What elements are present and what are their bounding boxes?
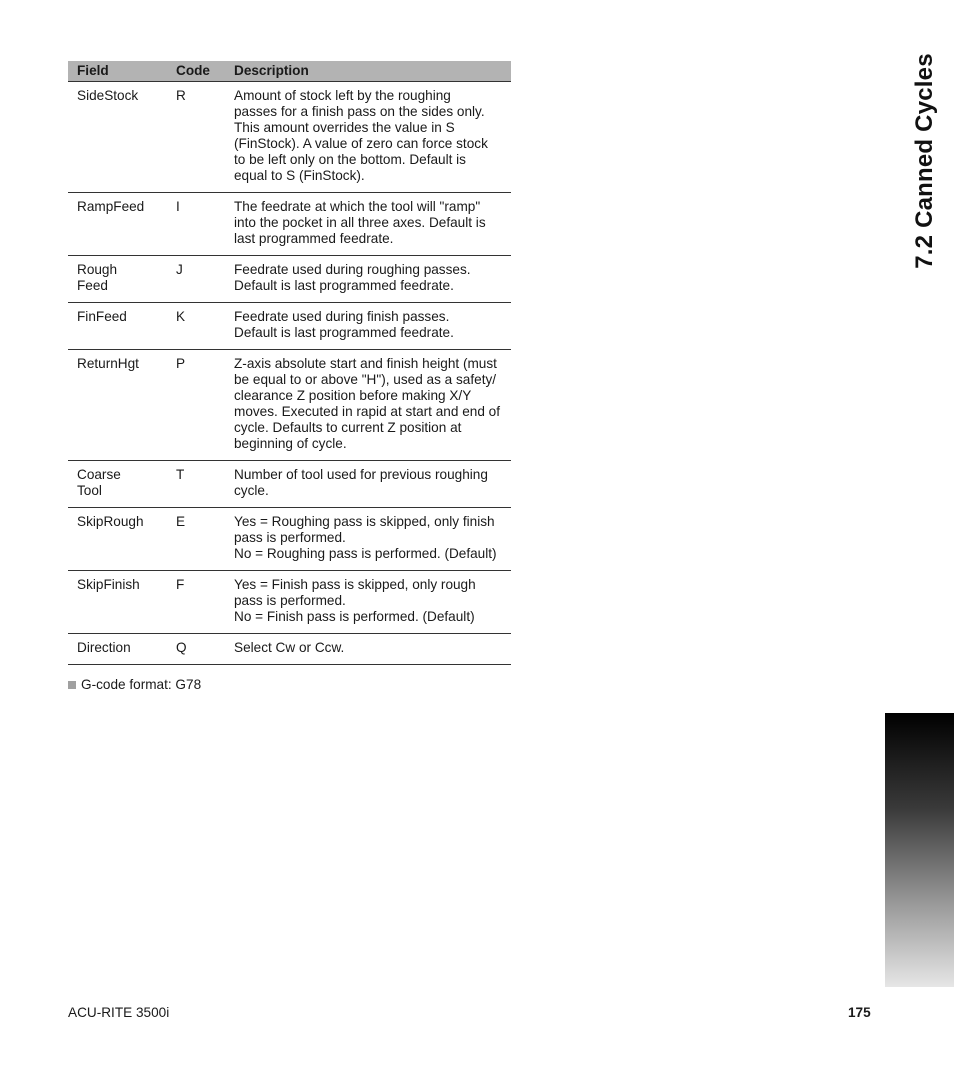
cell-description [225, 508, 511, 571]
description-line: equal to S (FinStock). [234, 168, 365, 183]
table-row [68, 350, 511, 461]
cell-field [68, 634, 167, 665]
field-line: Rough [77, 262, 118, 277]
cell-code: R [167, 82, 225, 193]
table-header [68, 61, 511, 82]
field-line: SkipFinish [77, 577, 140, 592]
table-row [68, 461, 511, 508]
description-line: clearance Z position before making X/Y [234, 388, 472, 403]
description-line: Feedrate used during finish passes. [234, 309, 450, 324]
description-line: The feedrate at which the tool will "ramp" [234, 199, 481, 214]
section-side-title [905, 48, 945, 273]
field-line: ReturnHgt [77, 356, 139, 371]
description-line: moves. Executed in rapid at start and end of [234, 404, 500, 419]
table-row [68, 508, 511, 571]
description-line: Yes = Roughing pass is skipped, only finish [234, 514, 495, 529]
description-line: No = Finish pass is performed. (Default) [234, 609, 475, 624]
table-row [68, 82, 511, 193]
cell-field [68, 256, 167, 303]
cell-description [225, 634, 511, 665]
cell-code: Q [167, 634, 225, 665]
note-text: G-code format: G78 [81, 677, 202, 692]
field-line: FinFeed [77, 309, 127, 324]
description-line: Z-axis absolute start and finish height (must [234, 356, 497, 371]
field-line: Feed [77, 278, 108, 293]
cell-description [225, 256, 511, 303]
description-line: into the pocket in all three axes. Default is [234, 215, 486, 230]
header-description: Description [225, 61, 511, 82]
description-line: No = Roughing pass is performed. (Default) [234, 546, 497, 561]
cell-field [68, 303, 167, 350]
description-line: to be left only on the bottom. Default is [234, 152, 466, 167]
description-line: (FinStock). A value of zero can force stock [234, 136, 488, 151]
description-line: passes for a finish pass on the sides only. [234, 104, 485, 119]
description-line: be equal to or above "H"), used as a safety/ [234, 372, 497, 387]
description-line: Number of tool used for previous roughing [234, 467, 488, 482]
table-row [68, 571, 511, 634]
description-line: Default is last programmed feedrate. [234, 278, 454, 293]
cell-description [225, 193, 511, 256]
description-line: pass is performed. [234, 530, 346, 545]
section-title: 7.2 Canned Cycles [911, 52, 938, 269]
cell-code: T [167, 461, 225, 508]
table-row [68, 193, 511, 256]
cell-field [68, 193, 167, 256]
parameter-table [68, 61, 511, 665]
footer-page-number: 175 [848, 1005, 871, 1020]
table-body [68, 82, 511, 665]
cell-code: E [167, 508, 225, 571]
description-line: cycle. [234, 483, 269, 498]
description-line: Select Cw or Ccw. [234, 640, 345, 655]
note [68, 677, 201, 692]
table-row [68, 303, 511, 350]
description-line: Yes = Finish pass is skipped, only rough [234, 577, 476, 592]
header-code: Code [167, 61, 225, 82]
cell-description [225, 82, 511, 193]
cell-code: F [167, 571, 225, 634]
cell-description [225, 350, 511, 461]
table-row [68, 634, 511, 665]
description-line: This amount overrides the value in S [234, 120, 455, 135]
cell-field [68, 571, 167, 634]
description-line: Default is last programmed feedrate. [234, 325, 454, 340]
field-line: RampFeed [77, 199, 145, 214]
cell-code: K [167, 303, 225, 350]
cell-code: J [167, 256, 225, 303]
field-line: Direction [77, 640, 131, 655]
cell-code: P [167, 350, 225, 461]
cell-field [68, 508, 167, 571]
field-line: SkipRough [77, 514, 144, 529]
footer-product: ACU-RITE 3500i [68, 1005, 170, 1020]
cell-description [225, 461, 511, 508]
field-line: Tool [77, 483, 102, 498]
cell-field [68, 461, 167, 508]
table-row [68, 256, 511, 303]
description-line: Amount of stock left by the roughing [234, 88, 451, 103]
chapter-tab [885, 713, 954, 987]
description-line: beginning of cycle. [234, 436, 347, 451]
square-bullet-icon [68, 681, 76, 689]
cell-code: I [167, 193, 225, 256]
field-line: SideStock [77, 88, 139, 103]
description-line: Feedrate used during roughing passes. [234, 262, 471, 277]
cell-field [68, 82, 167, 193]
field-line: Coarse [77, 467, 121, 482]
description-line: pass is performed. [234, 593, 346, 608]
description-line: cycle. Defaults to current Z position at [234, 420, 462, 435]
header-field: Field [68, 61, 167, 82]
description-line: last programmed feedrate. [234, 231, 394, 246]
cell-field [68, 350, 167, 461]
table-header-row [68, 61, 511, 82]
cell-description [225, 303, 511, 350]
cell-description [225, 571, 511, 634]
